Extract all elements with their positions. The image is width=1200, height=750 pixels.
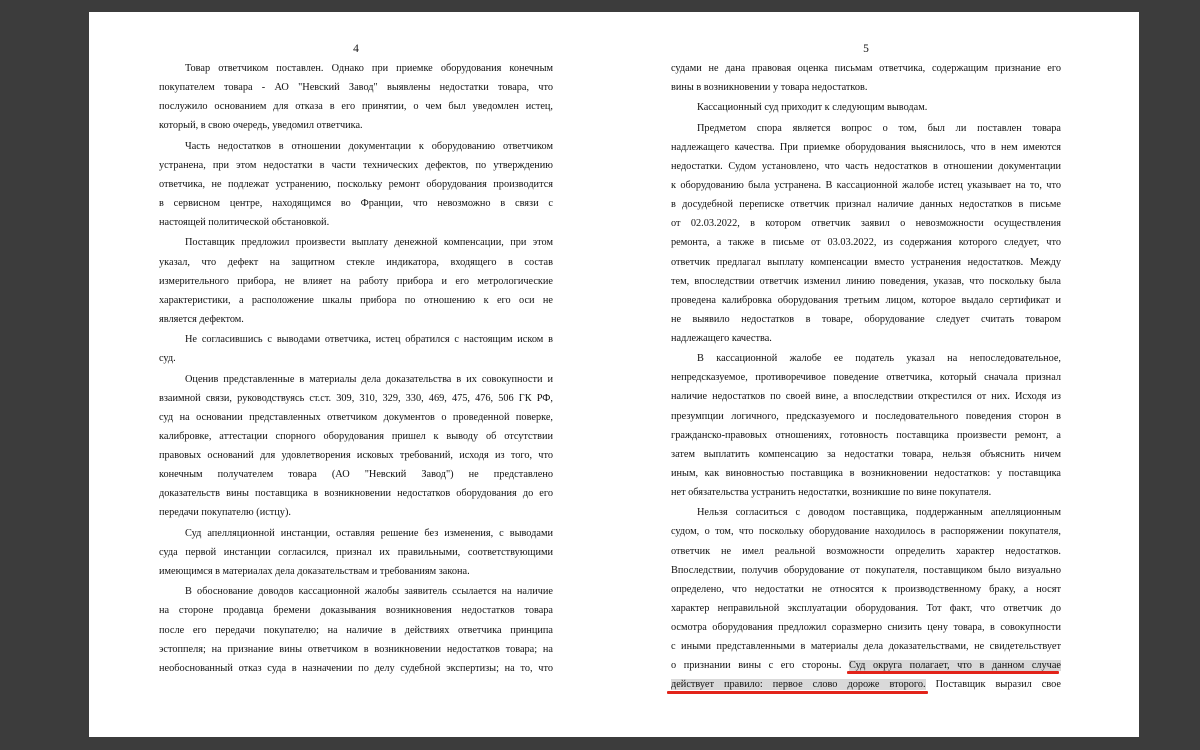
page-number: 5: [863, 43, 869, 55]
text-line: В кассационной жалобе ее податель указал на непоследовательное,: [697, 353, 1061, 365]
text-line: в досудебной переписке ответчик признал наличие данных недостатков в письме: [671, 199, 1061, 211]
red-underline: [667, 691, 928, 694]
text-run: о признании вины с его стороны.: [671, 660, 850, 671]
highlighted-text: Суд округа полагает, что в данном случае: [849, 660, 1061, 671]
text-line: В обоснование доводов кассационной жалобы заявитель ссылается на наличие: [185, 586, 553, 598]
text-line: надлежащего качества.: [671, 332, 772, 344]
text-line: ответчик предлагал выплату компенсации вместо устранения недостатков. Между: [671, 256, 1061, 268]
text-line: судом, о том, что поскольку оборудование находилось в распоряжении покупателя,: [671, 526, 1061, 538]
text-line: покупателем товара - АО "Невский Завод" выявлены недостатки товара, что: [159, 82, 553, 94]
text-line: Нельзя согласиться с доводом поставщика, поддержанным апелляционным: [697, 507, 1061, 519]
text-line: после его передачи покупателю; на наличие в действиях ответчика принципа: [159, 624, 553, 636]
text-line: взаимной связи, руководствуясь ст.ст. 309, 310, 329, 330, 469, 475, 476, 506 ГК РФ,: [159, 392, 553, 404]
text-line: иным, как виновностью поставщика в возникновении недостатков: у поставщика: [671, 467, 1061, 479]
text-line: недостатки. Судом установлено, что часть недостатков в отношении документации: [671, 161, 1061, 173]
text-line: Впоследствии, получив оборудование от покупателя, поставщиком было визуально: [671, 564, 1061, 576]
text-line: Поставщик предложил произвести выплату денежной компенсации, при этом: [185, 237, 553, 249]
text-line: затем выплатить компенсацию за недостатки товара, нельзя объяснить ничем: [671, 448, 1061, 460]
text-line: суд на основании представленных ответчиком документов о проведенной поверке,: [159, 411, 553, 423]
text-line: гражданско-правовых отношениях, готовность поставщика произвести ремонт, а: [671, 429, 1061, 441]
red-underline: [847, 671, 1059, 674]
text-line: передачи покупателю (истцу).: [159, 507, 291, 519]
text-line: не выявило недостатков в товаре, оборудование следует считать товаром: [671, 313, 1061, 325]
text-line: на стороне продавца бремени доказывания возникновения недостатков товара: [159, 605, 553, 617]
text-line: имеющимся в материалах дела доказательствам и требованиям закона.: [159, 565, 470, 577]
text-line: Часть недостатков в отношении документации к оборудованию ответчиком: [185, 140, 553, 152]
text-line: характер неправильной эксплуатации оборудования. Тот факт, что ответчик до: [671, 602, 1061, 614]
text-line: правовых оснований для удовлетворения исковых требований, исходя из того, что: [159, 450, 553, 462]
text-line: с иными представленными в материалы дела доказательствами, не свидетельствует: [671, 641, 1061, 652]
text-line: Оценив представленные в материалы дела доказательства в их совокупности и: [185, 373, 553, 385]
text-line: тем, впоследствии ответчик изменил линию поведения, указав, что поскольку была: [671, 275, 1061, 287]
page-right: [671, 12, 1061, 737]
text-line: ремонта, а также в письме от 03.03.2022, из содержания которого следует, что: [671, 237, 1061, 249]
text-line: указал, что дефект на защитном стекле индикатора, входящего в состав: [159, 256, 553, 268]
text-line: вины в возникновении у товара недостатков.: [671, 82, 868, 94]
text-line: ответчика, не подлежат устранению, поскольку ремонт оборудования производится: [159, 178, 553, 190]
page-number: 4: [353, 43, 359, 55]
text-line: Суд апелляционной инстанции, оставляя решение без изменения, с выводами: [185, 527, 553, 539]
text-line: эстоппеля; на признание вины ответчиком в возникновении недостатков товара; на: [159, 643, 553, 655]
highlighted-text: действует правило: первое слово дороже второго.: [671, 679, 926, 691]
text-line: Товар ответчиком поставлен. Однако при приемке оборудования конечным: [185, 63, 553, 74]
text-line: определено, что недостатки не относятся к производственному браку, а носят: [671, 583, 1061, 595]
text-line: который, в свою очередь, уведомил ответчика.: [159, 120, 363, 132]
text-line: суд.: [159, 353, 176, 365]
text-run: Поставщик выразил свое: [925, 679, 1061, 691]
text-line: настоящей политической обстановкой.: [159, 217, 330, 229]
text-line: устранена, при этом недостатки в части технических дефектов, по утверждению: [159, 159, 553, 171]
text-line: измерительного прибора, не влияет на работу прибора и его метрологические: [159, 275, 553, 287]
text-line: нет обязательства устранить недостатки, возникшие по вине покупателя.: [671, 486, 992, 498]
page-body: [671, 59, 1061, 656]
text-line: конечным получателем товара (АО "Невский Завод") не представлено: [159, 469, 553, 481]
text-line: Предметом спора является вопрос о том, был ли поставлен товара: [697, 122, 1061, 134]
text-line: послужило основанием для отказа в его принятии, о чем был уведомлен истец,: [159, 101, 553, 113]
text-line: проведена калибровка оборудования третьим лицом, которое выдало сертификат и: [671, 294, 1061, 306]
text-line: Кассационный суд приходит к следующим выводам.: [697, 102, 928, 114]
text-line: Не согласившись с выводами ответчика, истец обратился с настоящим иском в: [185, 334, 553, 346]
document-spread: [89, 12, 1139, 737]
text-line: является дефектом.: [159, 313, 244, 325]
text-line: к оборудованию была устранена. В кассационной жалобе истец указывает на то, что: [671, 180, 1061, 192]
text-line: презумпции логичного, предсказуемого и последовательного поведения сторон в: [671, 410, 1061, 422]
page-body: [159, 59, 553, 678]
text-line: характеристики, а расположение шкалы прибора по отношению к его оси не: [159, 294, 553, 306]
text-line: непредсказуемое, противоречивое поведение ответчика, который сначала признал: [671, 372, 1061, 384]
text-line: наличие недостатков по своей вине, а впоследствии открестился от них. Исходя из: [671, 391, 1061, 403]
text-line: осмотра оборудования предложил соразмерно снизить цену товара, в совокупности: [671, 621, 1061, 633]
text-line: ответчик не имел реальной возможности определить характер недостатков.: [671, 545, 1061, 557]
text-line: судами не дана правовая оценка письмам ответчика, содержащим признание его: [671, 63, 1061, 74]
text-line: от 02.03.2022, в котором ответчик заявил о невозможности осуществления: [671, 218, 1061, 230]
text-line: суда первой инстанции согласился, признал их правильными, соответствующими: [159, 546, 553, 558]
text-line: надлежащего качества. При приемке оборудования выяснилось, что в нем имеются: [671, 141, 1061, 153]
text-line: необоснованный отказ суда в назначении по делу судебной экспертизы; на то, что: [159, 662, 553, 674]
page-left: [159, 12, 553, 737]
text-line: в сервисном центре, находящимся во Франции, что невозможно в связи с: [159, 197, 553, 209]
text-line: калибровке, аттестации спорного оборудования пришел к выводу об отсутствии: [159, 430, 553, 442]
text-line: доказательств вины поставщика в возникновении недостатков оборудования до его: [159, 488, 553, 500]
